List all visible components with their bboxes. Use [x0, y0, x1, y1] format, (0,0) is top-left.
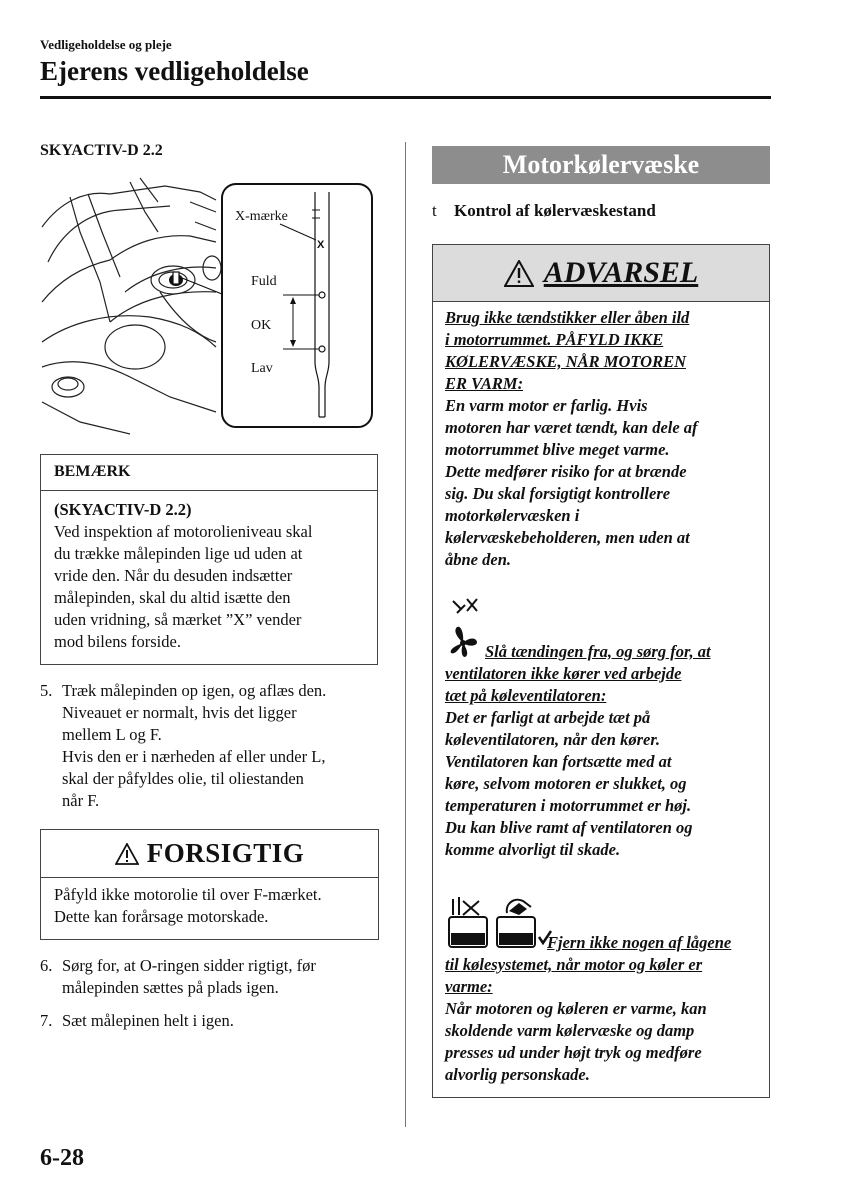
warning-line: alvorlig personskade.	[445, 1065, 590, 1084]
header-rule	[40, 96, 771, 99]
running-header: Vedligeholdelse og pleje	[40, 37, 172, 52]
note-line: uden vridning, så mærket ”X” vender	[54, 610, 302, 629]
warning-line: motoren har været tændt, kan dele af	[445, 418, 698, 437]
warning-line: Du kan blive ramt af ventilatoren og	[445, 818, 693, 837]
step-number: 7.	[40, 1011, 53, 1030]
note-body	[54, 499, 372, 653]
warning-line: i motorrummet. PÅFYLD IKKE	[445, 330, 664, 349]
warning-header	[433, 245, 769, 302]
step-text	[62, 680, 326, 812]
caution-line: Dette kan forårsage motorskade.	[54, 907, 269, 926]
step-text	[62, 955, 316, 999]
warning-line: sig. Du skal forsigtigt kontrollere	[445, 484, 671, 503]
note-line: vride den. Når du desuden indsætter	[54, 566, 293, 585]
warning-line: tæt på køleventilatoren:	[445, 686, 607, 705]
step-line: når F.	[62, 791, 100, 810]
caution-box	[40, 829, 379, 940]
warning-title: ADVARSEL	[543, 256, 699, 289]
step-line: Sørg for, at O-ringen sidder rigtigt, før	[62, 956, 316, 975]
warning-line: skoldende varm kølervæske og damp	[445, 1021, 695, 1040]
x-mark-text: X-mærke	[235, 209, 288, 224]
warning-block-caps	[445, 932, 767, 1086]
dipstick-handle-icon	[169, 272, 183, 286]
step-text	[62, 1010, 234, 1032]
warning-line: varme:	[445, 977, 493, 996]
warning-line: Brug ikke tændstikker eller åben ild	[445, 308, 690, 327]
warning-line: åbne den.	[445, 550, 511, 569]
note-line: du trække målepinden lige ud uden at	[54, 544, 303, 563]
note-subtitle: (SKYACTIV-D 2.2)	[54, 500, 192, 519]
warning-line: En varm motor er farlig. Hvis	[445, 396, 648, 415]
full-label: Fuld	[251, 274, 277, 289]
caution-header	[41, 830, 378, 878]
step-line: skal der påfyldes olie, til oliestanden	[62, 769, 304, 788]
page-number: 6-28	[40, 1145, 84, 1171]
section-title-bar: Motorkølervæske	[432, 146, 770, 184]
ok-label: OK	[251, 318, 272, 333]
subheading-text: Kontrol af kølervæskestand	[454, 201, 656, 220]
note-title: BEMÆRK	[41, 455, 377, 491]
step-6	[40, 955, 385, 1001]
warning-line: komme alvorligt til skade.	[445, 840, 621, 859]
step-line: målepinden sættes på plads igen.	[62, 978, 279, 997]
warning-triangle-icon	[504, 260, 534, 287]
x-mark-label: X	[317, 239, 325, 251]
step-line: Træk målepinden op igen, og aflæs den.	[62, 681, 327, 700]
step-number: 5.	[40, 681, 53, 700]
step-line: Hvis den er i nærheden af eller under L,	[62, 747, 326, 766]
warning-line: Fjern ikke nogen af lågene	[547, 933, 732, 952]
low-label: Lav	[251, 361, 273, 376]
warning-line: Når motoren og køleren er varme, kan	[445, 999, 707, 1018]
column-divider	[405, 142, 406, 1127]
warning-box	[432, 244, 770, 1098]
caution-line: Påfyld ikke motorolie til over F-mærket.	[54, 885, 322, 904]
step-7	[40, 1010, 385, 1034]
warning-line: ER VARM:	[445, 374, 524, 393]
warning-line: motorrummet blive meget varme.	[445, 440, 670, 459]
page-title: Ejerens vedligeholdelse	[40, 56, 309, 86]
warning-line: presses ud under højt tryk og medføre	[445, 1043, 702, 1062]
warning-line: køre, selvom motoren er slukket, og	[445, 774, 687, 793]
warning-line: Det er farligt at arbejde tæt på	[445, 708, 651, 727]
warning-line: til kølesystemet, når motor og køler er	[445, 955, 703, 974]
bullet-glyph: t	[432, 201, 437, 220]
warning-triangle-icon	[115, 843, 139, 865]
step-line: Niveauet er normalt, hvis det ligger	[62, 703, 297, 722]
warning-line: Ventilatoren kan fortsætte med at	[445, 752, 672, 771]
warning-line: køleventilatoren, når den kører.	[445, 730, 660, 749]
model-heading: SKYACTIV-D 2.2	[40, 142, 163, 159]
step-5	[40, 680, 385, 815]
note-box	[40, 454, 378, 665]
caution-title: FORSIGTIG	[146, 838, 305, 868]
warning-line: kølervæskebeholderen, men uden at	[445, 528, 690, 547]
note-line: målepinden, skal du altid isætte den	[54, 588, 291, 607]
step-number: 6.	[40, 956, 53, 975]
warning-line: motorkølervæsken i	[445, 506, 580, 525]
warning-line: Slå tændingen fra, og sørg for, at	[485, 642, 711, 661]
warning-block-fan	[445, 641, 767, 861]
dipstick-figure	[40, 172, 380, 437]
warning-line: KØLERVÆSKE, NÅR MOTOREN	[445, 352, 686, 371]
step-line: mellem L og F.	[62, 725, 162, 744]
subheading	[432, 201, 656, 221]
warning-line: ventilatoren ikke kører ved arbejde	[445, 664, 682, 683]
engine-illustration	[40, 172, 380, 437]
warning-block-fire	[445, 307, 767, 571]
warning-line: Dette medfører risiko for at brænde	[445, 462, 687, 481]
note-line: mod bilens forside.	[54, 632, 181, 651]
warning-line: temperaturen i motorrummet er høj.	[445, 796, 692, 815]
caution-body	[54, 884, 372, 928]
note-line: Ved inspektion af motorolieniveau skal	[54, 522, 313, 541]
step-line: Sæt målepinen helt i igen.	[62, 1011, 234, 1030]
